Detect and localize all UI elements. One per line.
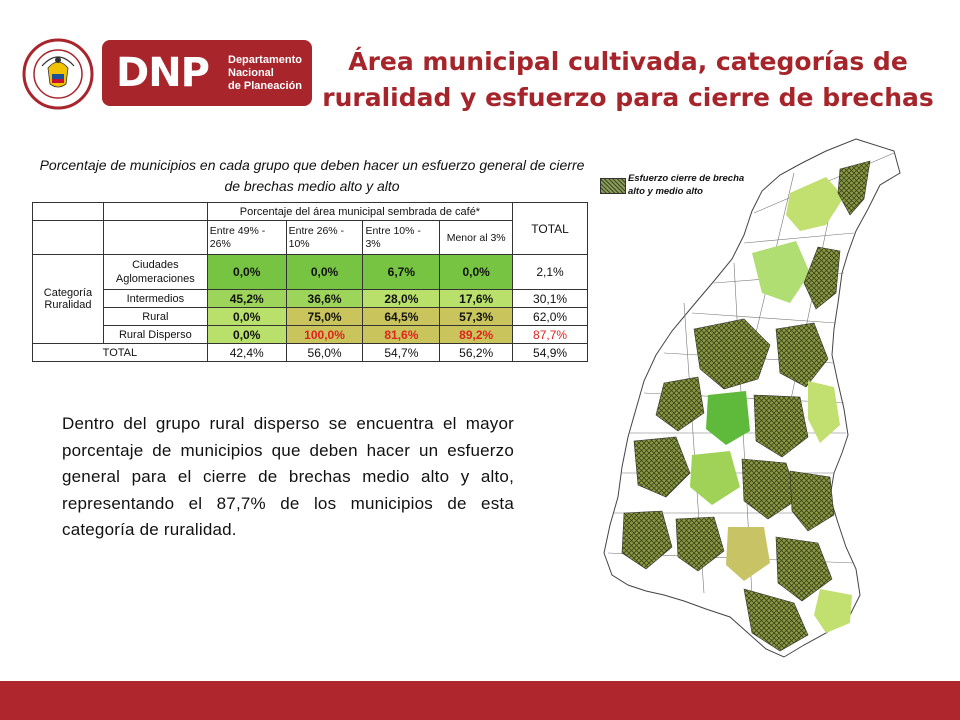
col-header-1: Entre 49% - 26% <box>207 221 286 255</box>
cell: 0,0% <box>440 255 513 290</box>
row-total: 62,0% <box>513 308 588 326</box>
cell: 100,0% <box>286 326 363 344</box>
dnp-logo <box>22 38 302 110</box>
cell: 45,2% <box>207 290 286 308</box>
cell: 42,4% <box>207 344 286 362</box>
dnp-full-name <box>228 54 302 93</box>
dnp-name-line-3: de Planeación <box>228 80 302 92</box>
footer-bar <box>0 681 960 720</box>
body-paragraph: Dentro del grupo rural disperso se encuentra el mayor porcentaje de municipios que deben hacer un esfuerzo general para el cierre de brechas medio alto y alto, representando el 87,7% de los municipios de esta categoría de ruralidad. <box>62 414 514 539</box>
col-header-4: Menor al 3% <box>440 221 513 255</box>
row-group-label: Categoría Ruralidad <box>33 255 104 344</box>
row-label: Ciudades Aglomeraciones <box>103 255 207 290</box>
cell: 75,0% <box>286 308 363 326</box>
legend-line-2: alto y medio alto <box>628 186 703 197</box>
row-total: 2,1% <box>513 255 588 290</box>
table-total-row <box>33 344 588 362</box>
cell: 6,7% <box>363 255 440 290</box>
cell: 0,0% <box>286 255 363 290</box>
cell: 56,0% <box>286 344 363 362</box>
total-header: TOTAL <box>513 203 588 255</box>
col-header-2: Entre 26% - 10% <box>286 221 363 255</box>
table-header-row-1 <box>33 203 588 221</box>
colombia-seal-icon <box>22 38 94 110</box>
slide-title: Área municipal cultivada, categorías de ruralidad y esfuerzo para cierre de brechas <box>322 47 934 112</box>
cell: 54,7% <box>363 344 440 362</box>
total-row-label: TOTAL <box>33 344 208 362</box>
row-label: Intermedios <box>103 290 207 308</box>
cell: 17,6% <box>440 290 513 308</box>
ruralidad-table <box>32 202 588 362</box>
dnp-name-line-2: Nacional <box>228 67 274 79</box>
cell: 0,0% <box>207 326 286 344</box>
row-total: 54,9% <box>513 344 588 362</box>
cell: 57,3% <box>440 308 513 326</box>
cell: 0,0% <box>207 255 286 290</box>
table-row <box>33 326 588 344</box>
cell: 89,2% <box>440 326 513 344</box>
table-row <box>33 308 588 326</box>
legend-line-1: Esfuerzo cierre de brecha <box>628 173 745 184</box>
group-header: Porcentaje del área municipal sembrada de café* <box>207 203 512 221</box>
legend-label <box>628 172 744 198</box>
cell: 36,6% <box>286 290 363 308</box>
cell: 81,6% <box>363 326 440 344</box>
map-legend <box>600 172 770 208</box>
row-label: Rural <box>103 308 207 326</box>
table-caption: Porcentaje de municipios en cada grupo que deben hacer un esfuerzo general de cierre de brechas medio alto y alto <box>39 157 585 194</box>
table-row <box>33 255 588 290</box>
hatch-swatch-icon <box>600 178 626 194</box>
table-header-row-2 <box>33 221 588 255</box>
row-total: 87,7% <box>513 326 588 344</box>
row-total: 30,1% <box>513 290 588 308</box>
dnp-name-line-1: Departamento <box>228 54 302 66</box>
col-header-3: Entre 10% - 3% <box>363 221 440 255</box>
cell: 0,0% <box>207 308 286 326</box>
dnp-acronym: DNP <box>116 50 209 96</box>
row-label: Rural Disperso <box>103 326 207 344</box>
cell: 56,2% <box>440 344 513 362</box>
table-row <box>33 290 588 308</box>
colombia-map <box>594 133 960 665</box>
cell: 64,5% <box>363 308 440 326</box>
dnp-brand-box <box>102 40 312 106</box>
cell: 28,0% <box>363 290 440 308</box>
